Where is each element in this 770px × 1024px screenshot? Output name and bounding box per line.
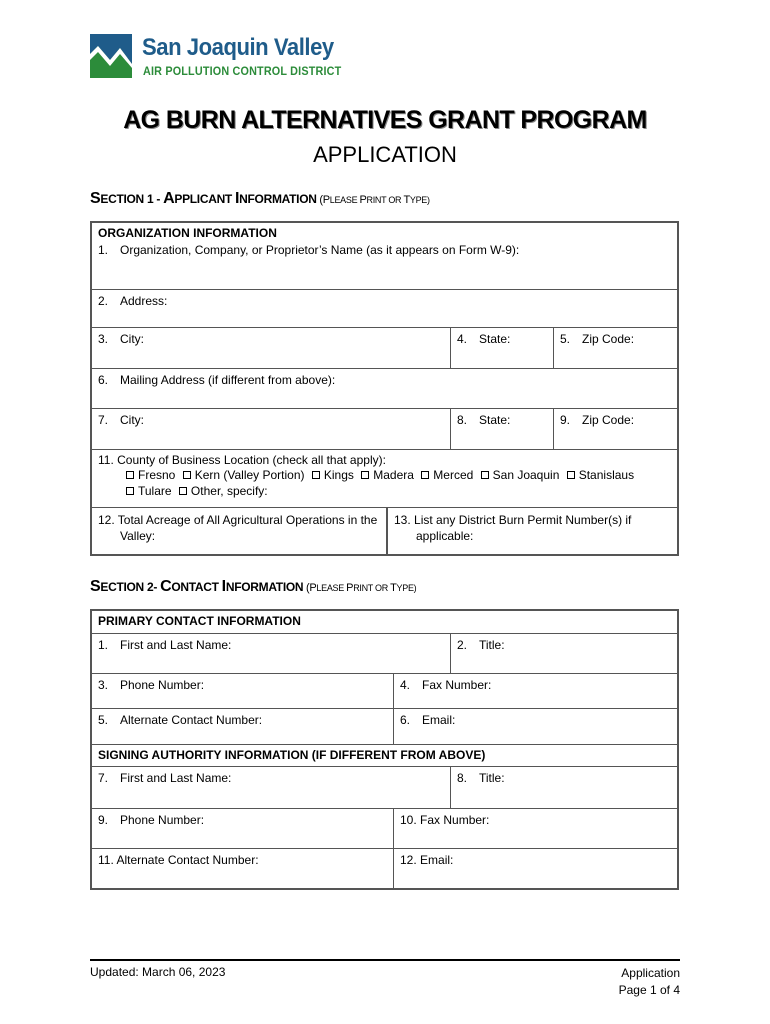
primary-alternate-number-label: Alternate Contact Number: (120, 713, 263, 727)
mailing-state-field[interactable]: 8. State: (450, 409, 553, 450)
organization-information-header: ORGANIZATION INFORMATION (98, 226, 277, 240)
county-option-madera[interactable]: Madera (361, 468, 414, 482)
city-state-zip-row (92, 327, 677, 369)
primary-name-label: First and Last Name: (120, 638, 232, 652)
checkbox-icon (567, 471, 575, 479)
section-1-heading: SECTION 1 - APPLICANT INFORMATION (PLEASE PRINT OR TYPE) (90, 190, 430, 207)
checkbox-icon (183, 471, 191, 479)
mailing-address-field[interactable]: 6. Mailing Address (if different from above): (98, 373, 336, 387)
signing-phone-field[interactable]: 9. Phone Number: (98, 813, 205, 827)
checkbox-icon (312, 471, 320, 479)
county-option-stanislaus[interactable]: Stanislaus (567, 468, 634, 482)
contact-information-form (90, 609, 679, 890)
signing-name-field[interactable]: 7. First and Last Name: (98, 771, 232, 785)
total-acreage-label: 12. Total Acreage of All Agricultural Operations in the (98, 513, 378, 527)
district-logo (90, 34, 340, 80)
mailing-city-state-zip-row (92, 408, 677, 450)
mountain-logo-icon (90, 34, 132, 78)
primary-phone-field[interactable]: 3. Phone Number: (98, 678, 205, 692)
county-option-san-joaquin[interactable]: San Joaquin (481, 468, 560, 482)
signing-name-title-row (92, 766, 677, 808)
organization-name-label: Organization, Company, or Proprietor’s Name (as it appears on Form W-9): (120, 243, 520, 257)
primary-phone-label: Phone Number: (120, 678, 205, 692)
footer-page-number: Page 1 of 4 (618, 983, 680, 997)
logo-district-subtitle: AIR POLLUTION CONTROL DISTRICT (143, 64, 342, 78)
mailing-zip-code-field[interactable]: 9. Zip Code: (553, 409, 677, 450)
checkbox-icon (481, 471, 489, 479)
mailing-zip-code-label: Zip Code: (582, 413, 635, 427)
primary-name-title-row (92, 633, 677, 673)
checkbox-icon (179, 487, 187, 495)
county-field (92, 450, 677, 507)
logo-district-name: San Joaquin Valley (142, 34, 334, 61)
county-option-merced[interactable]: Merced (421, 468, 473, 482)
zip-code-label: Zip Code: (582, 332, 635, 346)
zip-code-field[interactable]: 5. Zip Code: (553, 328, 677, 369)
state-label: State: (479, 332, 511, 346)
mailing-address-label: Mailing Address (if different from above): (120, 373, 336, 387)
program-title: AG BURN ALTERNATIVES GRANT PROGRAM (123, 106, 647, 134)
primary-email-field[interactable]: 6. Email: (393, 709, 677, 744)
signing-fax-label: 10. Fax Number: (400, 813, 490, 827)
primary-phone-fax-row (92, 673, 677, 708)
signing-title-field[interactable]: 8. Title: (450, 767, 677, 808)
total-acreage-field[interactable]: 12. Total Acreage of All Agricultural Operations in the Valley: (92, 508, 386, 556)
signing-phone-fax-row (92, 808, 677, 848)
county-label: 11. County of Business Location (check all that apply): (98, 453, 386, 467)
checkbox-icon (361, 471, 369, 479)
checkbox-icon (421, 471, 429, 479)
signing-email-field[interactable] (393, 849, 677, 890)
signing-authority-header: SIGNING AUTHORITY INFORMATION (IF DIFFERENT FROM ABOVE) (98, 748, 486, 762)
primary-title-field[interactable]: 2. Title: (450, 634, 677, 673)
organization-name-row (92, 223, 677, 291)
footer-page-info (619, 965, 680, 999)
signing-alt-email-row (92, 848, 677, 890)
section-2-heading: SECTION 2- CONTACT INFORMATION (PLEASE PRINT OR TYPE) (90, 578, 417, 595)
primary-contact-header-row (92, 611, 677, 633)
primary-fax-label: Fax Number: (422, 678, 492, 692)
address-field[interactable]: 2. Address: (98, 294, 168, 308)
signing-phone-label: Phone Number: (120, 813, 205, 827)
signing-email-label: 12. Email: (400, 853, 454, 867)
checkbox-icon (126, 487, 134, 495)
address-label: Address: (120, 294, 168, 308)
signing-alternate-number-label: 11. Alternate Contact Number: (98, 853, 259, 867)
burn-permit-number-field[interactable]: 13. List any District Burn Permit Number(s) if applicable: (386, 508, 677, 556)
primary-contact-header: PRIMARY CONTACT INFORMATION (98, 614, 301, 628)
county-option-kern[interactable]: Kern (Valley Portion) (183, 468, 305, 482)
primary-title-label: Title: (479, 638, 505, 652)
city-label: City: (120, 332, 144, 346)
primary-alt-email-row (92, 708, 677, 744)
organization-name-field[interactable]: 1. Organization, Company, or Proprietor’s Name (as it appears on Form W-9): (98, 243, 520, 257)
address-row (92, 289, 677, 329)
state-field[interactable]: 4. State: (450, 328, 553, 369)
applicant-information-form (90, 221, 679, 556)
city-field[interactable]: 3. City: (98, 332, 144, 346)
county-option-other[interactable]: Other, specify: (179, 484, 268, 498)
acreage-permit-row (92, 507, 677, 556)
burn-permit-number-label: 13. List any District Burn Permit Number(s) if (394, 513, 632, 527)
primary-email-label: Email: (422, 713, 456, 727)
mailing-state-label: State: (479, 413, 511, 427)
signing-alternate-number-field[interactable] (92, 849, 393, 890)
signing-fax-field[interactable] (393, 809, 677, 848)
signing-name-label: First and Last Name: (120, 771, 232, 785)
county-option-kings[interactable]: Kings (312, 468, 354, 482)
county-row (92, 449, 677, 507)
mailing-city-field[interactable]: 7. City: (98, 413, 144, 427)
primary-fax-field[interactable]: 4. Fax Number: (393, 674, 677, 708)
mailing-city-label: City: (120, 413, 144, 427)
mailing-address-row (92, 368, 677, 409)
county-checkbox-list (98, 467, 671, 499)
county-option-tulare[interactable]: Tulare (126, 484, 172, 498)
primary-alternate-number-field[interactable]: 5. Alternate Contact Number: (98, 713, 263, 727)
footer-divider (90, 959, 680, 961)
footer-updated-date: Updated: March 06, 2023 (90, 965, 226, 979)
primary-name-field[interactable]: 1. First and Last Name: (98, 638, 232, 652)
signing-authority-header-row (92, 744, 677, 766)
footer-document-name: Application (621, 966, 680, 980)
county-option-fresno[interactable]: Fresno (126, 468, 175, 482)
checkbox-icon (126, 471, 134, 479)
document-subtitle: APPLICATION (313, 142, 457, 167)
signing-title-label: Title: (479, 771, 505, 785)
